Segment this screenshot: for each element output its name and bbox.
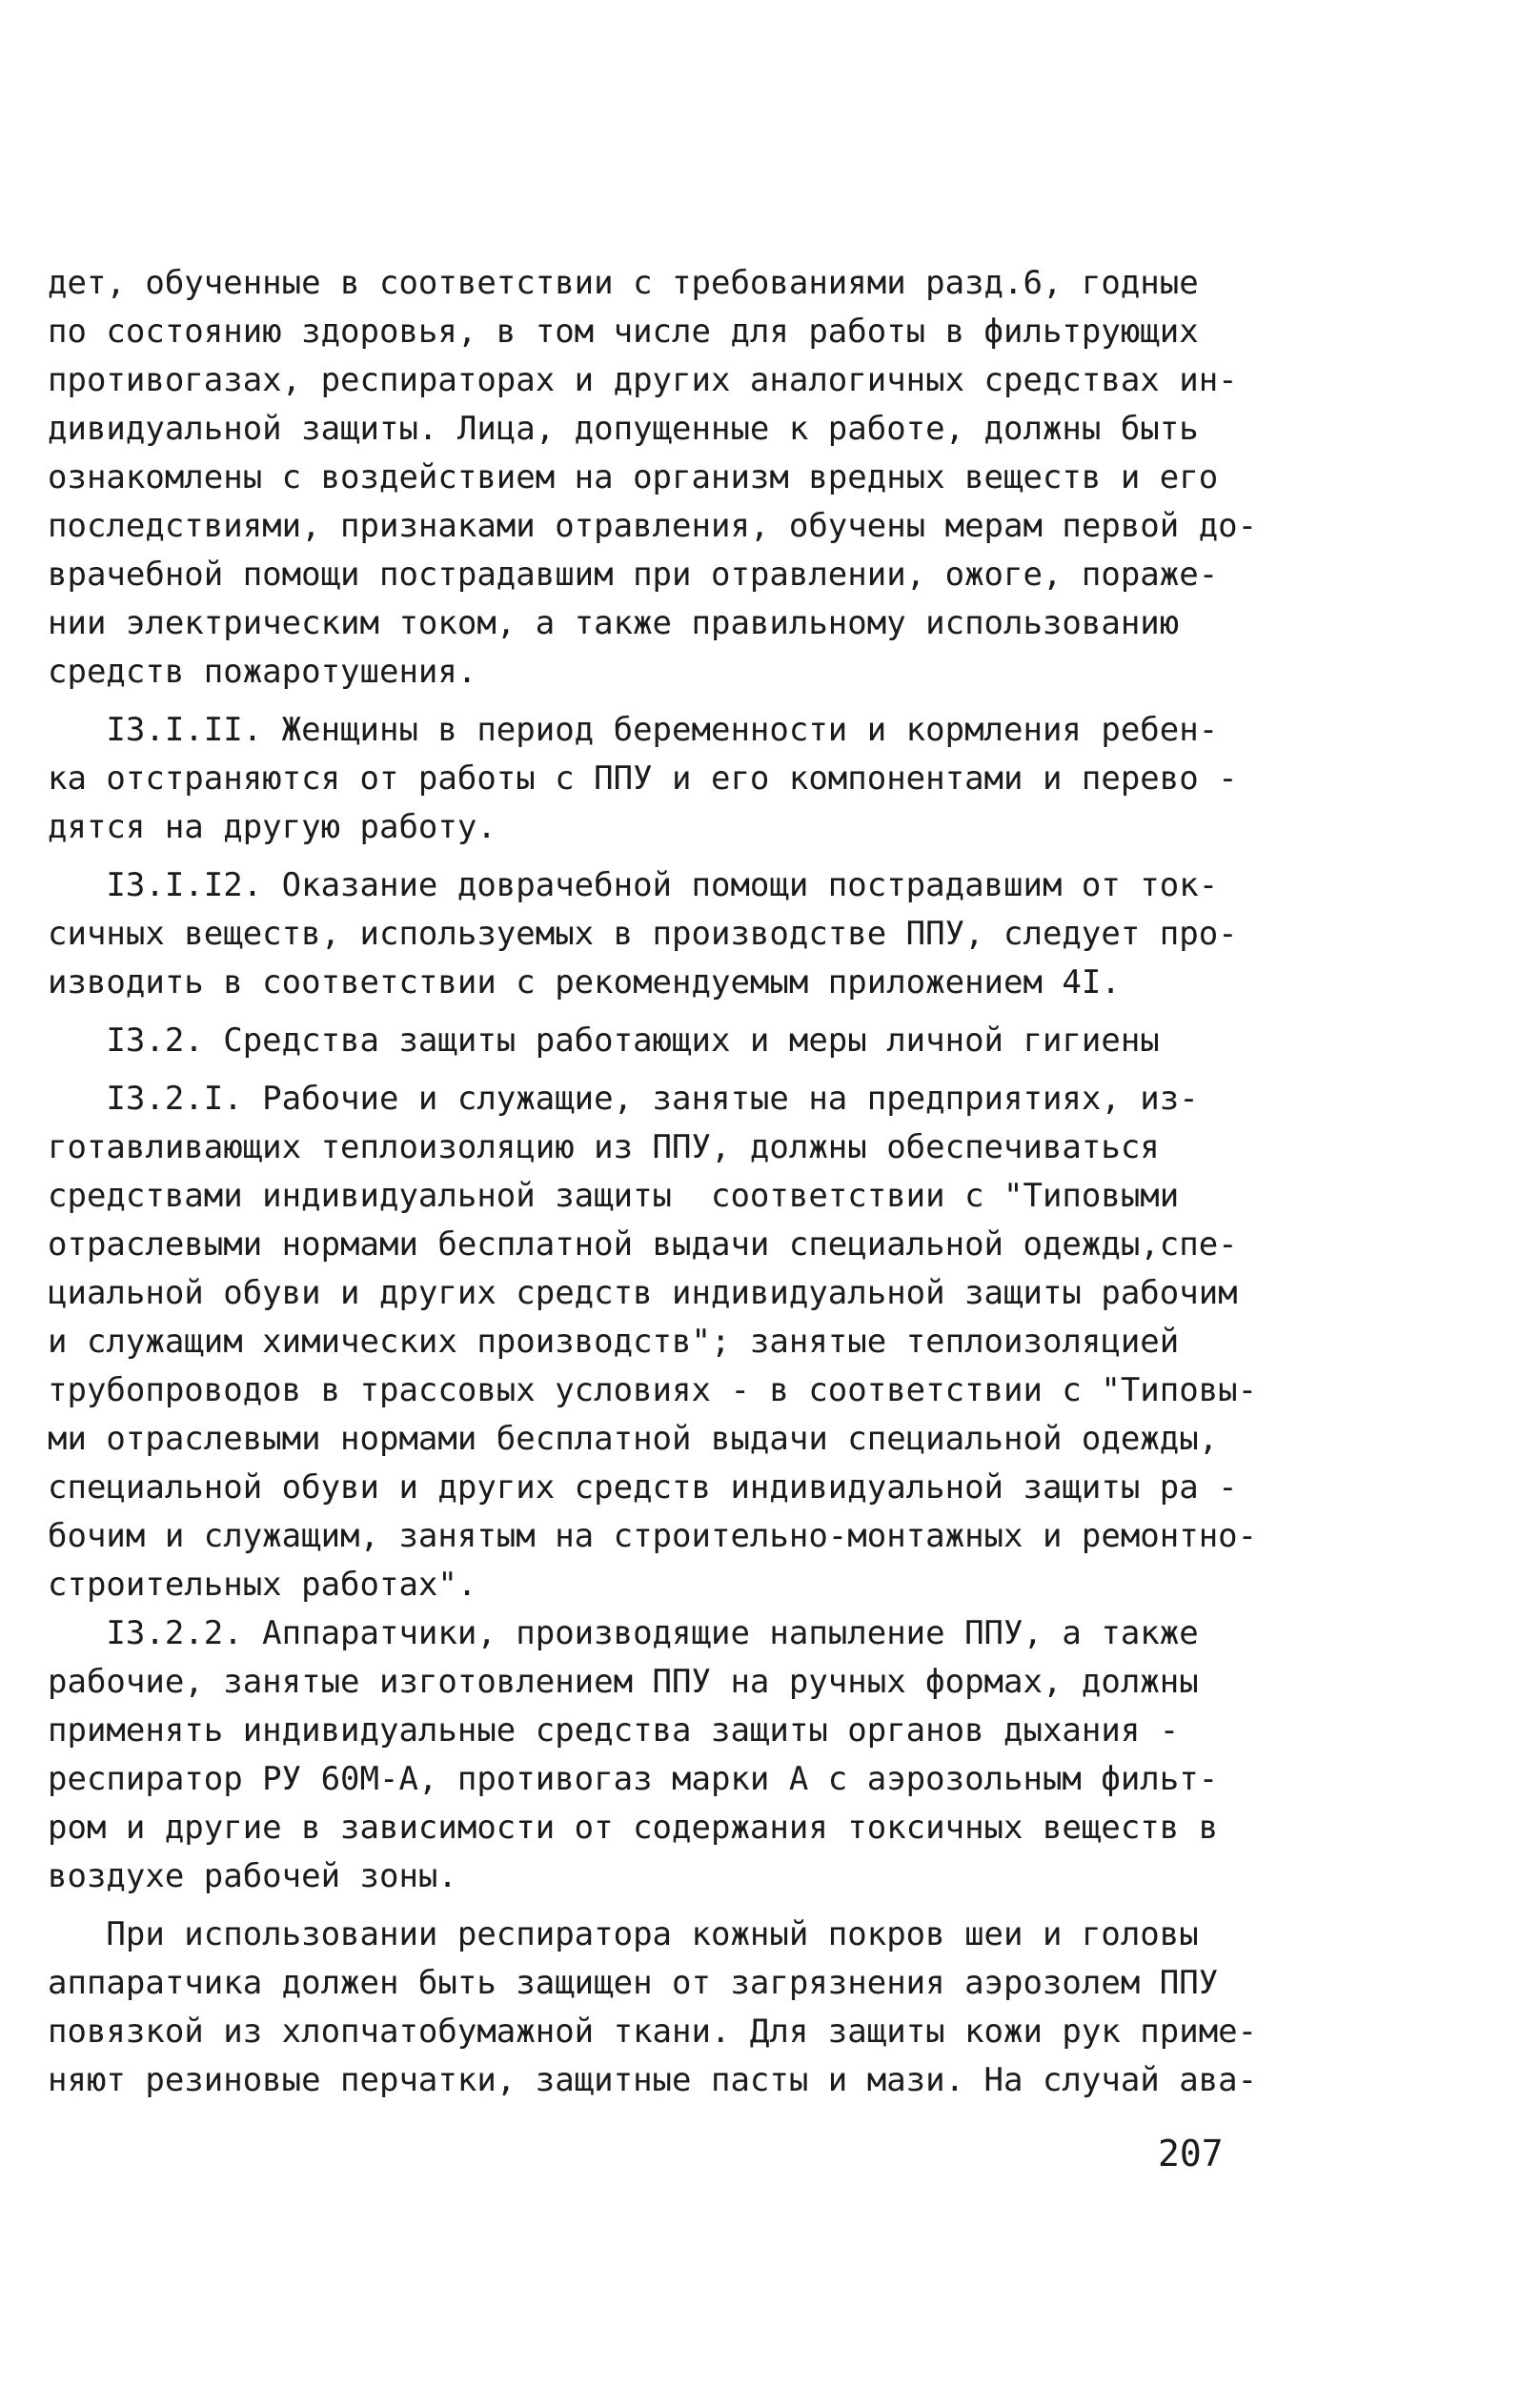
text-line: средствами индивидуальной защиты соответствии с "Типовыми bbox=[48, 1177, 1180, 1215]
text-line: и служащим химических производств"; занятые теплоизоляцией bbox=[48, 1323, 1180, 1361]
text-line: врачебной помощи пострадавшим при отравлении, ожоге, пораже- bbox=[48, 556, 1219, 594]
text-line: аппаратчика должен быть защищен от загрязнения аэрозолем ППУ bbox=[48, 1964, 1219, 2002]
text-line: бочим и служащим, занятым на строительно-монтажных и ремонтно- bbox=[48, 1517, 1258, 1555]
text-line: последствиями, признаками отравления, обучены мерам первой до- bbox=[48, 507, 1258, 545]
text-line: ми отраслевыми нормами бесплатной выдачи специальной одежды, bbox=[48, 1420, 1219, 1458]
text-line: I3.2.I. Рабочие и служащие, занятые на предприятиях, из- bbox=[48, 1080, 1199, 1118]
text-line: повязкой из хлопчатобумажной ткани. Для защиты кожи рук приме- bbox=[48, 2013, 1258, 2051]
text-line: применять индивидуальные средства защиты органов дыхания - bbox=[48, 1711, 1180, 1750]
text-line: I3.I.II. Женщины в период беременности и кормления ребен- bbox=[48, 711, 1219, 749]
paragraph-gap bbox=[48, 1065, 1277, 1075]
text-line: рабочие, занятые изготовлением ППУ на ручных формах, должны bbox=[48, 1663, 1199, 1701]
text-line: дет, обученные в соответствии с требованиями разд.6, годные bbox=[48, 264, 1199, 302]
text-line: ка отстраняются от работы с ППУ и его компонентами и перево - bbox=[48, 759, 1238, 798]
text-line: няют резиновые перчатки, защитные пасты и мази. На случай ава- bbox=[48, 2061, 1258, 2099]
body-text bbox=[48, 259, 1277, 2105]
text-line: по состоянию здоровья, в том числе для работы в фильтрующих bbox=[48, 313, 1199, 351]
paragraph-gap bbox=[48, 852, 1277, 861]
page-number: 207 bbox=[1158, 2133, 1224, 2175]
text-line: сичных веществ, используемых в производстве ППУ, следует про- bbox=[48, 915, 1238, 953]
text-line: дятся на другую работу. bbox=[48, 808, 496, 846]
text-line: средств пожаротушения. bbox=[48, 653, 477, 691]
text-line: строительных работах". bbox=[48, 1566, 477, 1604]
paragraph-gap bbox=[48, 1901, 1277, 1911]
text-line: ром и другие в зависимости от содержания токсичных веществ в bbox=[48, 1809, 1219, 1847]
text-line: I3.2. Средства защиты работающих и меры личной гигиены bbox=[48, 1022, 1160, 1060]
text-line: трубопроводов в трассовых условиях - в соответствии с "Типовы- bbox=[48, 1371, 1258, 1409]
text-line: респиратор РУ 60М-А, противогаз марки А с аэрозольным фильт- bbox=[48, 1760, 1219, 1798]
text-line: ознакомлены с воздействием на организм вредных веществ и его bbox=[48, 458, 1219, 496]
text-line: специальной обуви и других средств индивидуальной защиты ра - bbox=[48, 1468, 1238, 1507]
text-line: I3.2.2. Аппаратчики, производящие напыление ППУ, а также bbox=[48, 1614, 1199, 1652]
text-line: изводить в соответствии с рекомендуемым приложением 4I. bbox=[48, 963, 1121, 1001]
text-line: противогазах, респираторах и других аналогичных средствах ин- bbox=[48, 361, 1238, 399]
text-line: отраслевыми нормами бесплатной выдачи специальной одежды,спе- bbox=[48, 1225, 1238, 1264]
text-line: I3.I.I2. Оказание доврачебной помощи пострадавшим от ток- bbox=[48, 866, 1219, 904]
text-line: готавливающих теплоизоляцию из ППУ, должны обеспечиваться bbox=[48, 1128, 1160, 1166]
paragraph-gap bbox=[48, 697, 1277, 706]
text-line: воздухе рабочей зоны. bbox=[48, 1857, 457, 1895]
text-line: При использовании респиратора кожный покров шеи и головы bbox=[48, 1915, 1199, 1953]
text-line: нии электрическим током, а также правильному использованию bbox=[48, 604, 1180, 642]
text-line: дивидуальной защиты. Лица, допущенные к работе, должны быть bbox=[48, 410, 1199, 448]
text-line: циальной обуви и других средств индивидуальной защиты рабочим bbox=[48, 1274, 1238, 1312]
paragraph-gap bbox=[48, 1007, 1277, 1017]
